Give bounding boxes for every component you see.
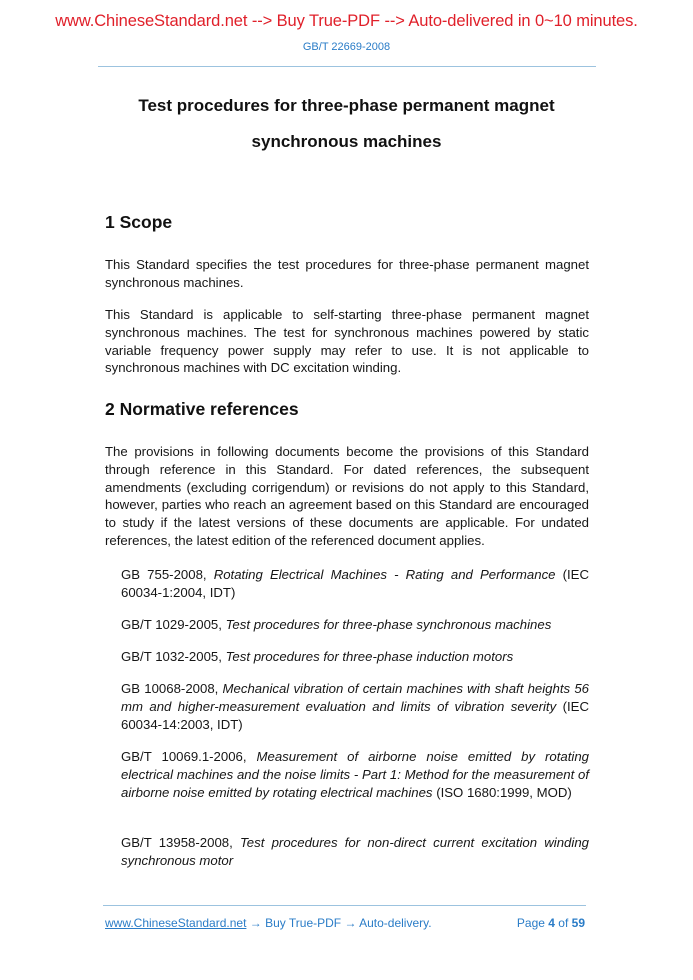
section-heading-normative-references: 2 Normative references xyxy=(105,399,299,419)
reference-item xyxy=(121,748,589,801)
reference-item xyxy=(121,648,589,666)
reference-code: GB/T 1029-2005, xyxy=(121,617,226,632)
page-current: 4 xyxy=(548,916,555,930)
reference-title: Test procedures for non-direct current excitation winding synchronous motor xyxy=(121,835,589,868)
reference-title: Rotating Electrical Machines - Rating and Performance xyxy=(213,567,556,582)
page-total: 59 xyxy=(571,916,585,930)
section-heading-scope: 1 Scope xyxy=(105,212,173,232)
reference-code: GB 10068-2008, xyxy=(121,681,223,696)
reference-item xyxy=(121,566,589,602)
reference-item xyxy=(121,680,589,733)
reference-title: Measurement of airborne noise emitted by rotating electrical machines and the noise limits - Part 1: Method for the measurement of airborne noise emitted by rotating electrical machines xyxy=(121,749,589,800)
reference-suffix: (IEC 60034-1:2004, IDT) xyxy=(121,567,589,600)
website-link[interactable]: www.ChineseStandard.net xyxy=(105,916,247,930)
normative-intro-paragraph: The provisions in following documents become the provisions of this Standard through reference in this Standard. For dated references, the subsequent amendments (excluding corrigendum) or revisions do not apply to this Standard, however, parties who reach an agreement based on this Standard are encouraged to study if the latest versions of these documents are applicable. For undated references, the latest edition of the referenced document applies. xyxy=(105,444,589,548)
page-of-label: of xyxy=(554,916,572,930)
title-line-2: synchronous machines xyxy=(251,132,442,151)
reference-suffix: (ISO 1680:1999, MOD) xyxy=(432,784,572,800)
reference-title: Mechanical vibration of certain machines with shaft heights 56 mm and higher-measurement evaluation and limits of vibration severity xyxy=(121,681,589,714)
reference-code: GB/T 1032-2005, xyxy=(121,649,226,664)
page-label: Page xyxy=(516,916,549,930)
reference-code: GB 755-2008, xyxy=(121,567,214,582)
reference-title: Test procedures for three-phase synchronous machines xyxy=(225,617,552,632)
scope-paragraph-2: This Standard is applicable to self-starting three-phase permanent magnet synchronous machines. The test for synchronous machines powered by static variable frequency power supply may refer to use. It is not applicable to synchronous machines with DC excitation winding. xyxy=(105,307,589,376)
scope-paragraph-1: This Standard specifies the test procedures for three-phase permanent magnet synchronous machines. xyxy=(105,257,589,290)
page-indicator xyxy=(517,916,585,930)
document-title xyxy=(60,88,633,160)
reference-title: Test procedures for three-phase induction motors xyxy=(225,649,514,664)
reference-item xyxy=(121,834,589,870)
page-footer xyxy=(105,916,585,930)
standard-code: GB/T 22669-2008 xyxy=(302,41,391,53)
title-line-1: Test procedures for three-phase permanent magnet xyxy=(138,96,555,115)
footer-tagline: → Buy True-PDF → Auto-delivery. xyxy=(246,916,432,930)
promo-banner: www.ChineseStandard.net --> Buy True-PDF --> Auto-delivered in 0~10 minutes. xyxy=(55,12,638,30)
reference-item xyxy=(121,616,589,634)
reference-suffix: (IEC 60034-14:2003, IDT) xyxy=(121,698,589,732)
footer-divider xyxy=(103,905,586,906)
reference-code: GB/T 10069.1-2006, xyxy=(121,749,257,764)
header-divider xyxy=(98,66,596,67)
reference-code: GB/T 13958-2008, xyxy=(121,835,240,850)
